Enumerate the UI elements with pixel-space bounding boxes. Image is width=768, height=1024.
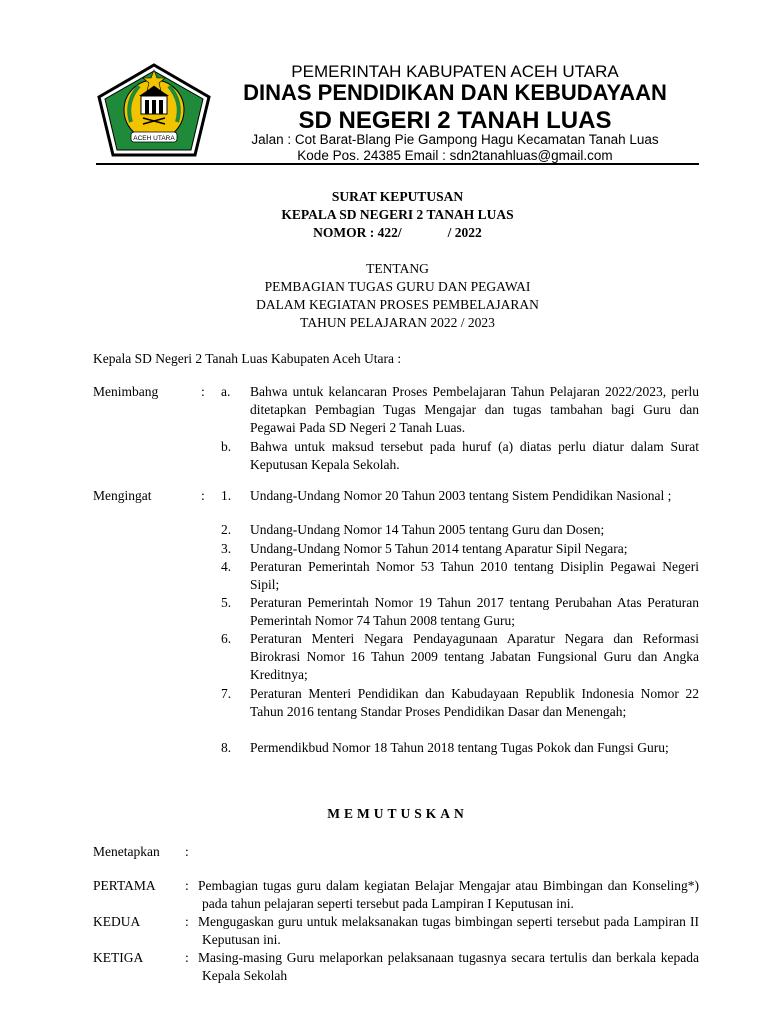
decree-number: NOMOR : 422/ / 2022 xyxy=(313,225,482,240)
intro-text: Kepala SD Negeri 2 Tanah Luas Kabupaten Aceh Utara : xyxy=(93,351,402,366)
logo-text: ACEH UTARA xyxy=(133,135,175,142)
mengingat-marker-2: 2. xyxy=(221,522,232,537)
mengingat-marker-1: 1. xyxy=(221,488,232,503)
decision-colon: : xyxy=(185,878,189,893)
mengingat-marker-5: 5. xyxy=(221,595,232,610)
mengingat-colon: : xyxy=(201,488,205,503)
decision-text-pertama: Pembagian tugas guru dalam kegiatan Belajar Mengajar atau Bimbingan dan Konseling*) pada tahun pelajaran seperti tersebut pada Lampiran I Keputusan ini. xyxy=(198,878,699,911)
menetapkan-colon: : xyxy=(185,844,189,859)
mengingat-item-8: Permendikbud Nomor 18 Tahun 2018 tentang Tugas Pokok dan Fungsi Guru; xyxy=(250,740,669,755)
mengingat-marker-4: 4. xyxy=(221,559,232,574)
decision-text-kedua: Mengugaskan guru untuk melaksanakan tugas bimbingan seperti tersebut pada Lampiran II Keputusan ini. xyxy=(198,914,699,947)
letterhead-address: Jalan : Cot Barat-Blang Pie Gampong Hagu Kecamatan Tanah Luas xyxy=(251,132,659,147)
decree-issuer: KEPALA SD NEGERI 2 TANAH LUAS xyxy=(281,207,514,222)
mengingat-label: Mengingat xyxy=(93,488,152,503)
menimbang-label: Menimbang xyxy=(93,384,159,399)
memutuskan-heading: MEMUTUSKAN xyxy=(327,806,468,821)
mengingat-item-6: Peraturan Menteri Negara Pendayagunaan Aparatur Negara dan Reformasi Birokrasi Nomor 16 Tahun 2009 tentang Jabatan Fungsional Guru dan Angka Kreditnya; xyxy=(250,631,699,682)
mengingat-item-4: Peraturan Pemerintah Nomor 53 Tahun 2010 tentang Disiplin Pegawai Negeri Sipil; xyxy=(250,559,699,592)
decision-colon: : xyxy=(185,950,189,965)
menimbang-item-a: Bahwa untuk kelancaran Proses Pembelajaran Tahun Pelajaran 2022/2023, perlu ditetapkan Pembagian Tugas Mengajar dan tugas tambahan bagi Guru dan Pegawai Pada SD Negeri 2 Tanah Luas. xyxy=(250,384,699,435)
menimbang-item-b: Bahwa untuk maksud tersebut pada huruf (a) diatas perlu diatur dalam Surat Keputusan Kepala Sekolah. xyxy=(250,439,699,472)
about-line-1: PEMBAGIAN TUGAS GURU DAN PEGAWAI xyxy=(264,279,531,294)
mengingat-marker-3: 3. xyxy=(221,541,232,556)
decision-text-ketiga: Masing-masing Guru melaporkan pelaksanaan tugasnya secara tertulis dan berkala kepada Kepala Sekolah xyxy=(198,950,699,983)
letterhead-contact: Kode Pos. 24385 Email : sdn2tanahluas@gmail.com xyxy=(297,148,613,163)
mengingat-item-2: Undang-Undang Nomor 14 Tahun 2005 tentang Guru dan Dosen; xyxy=(250,522,605,537)
letterhead-school: SD NEGERI 2 TANAH LUAS xyxy=(298,107,612,134)
menimbang-marker-b: b. xyxy=(221,439,232,454)
menetapkan-label: Menetapkan xyxy=(93,844,160,859)
mengingat-marker-6: 6. xyxy=(221,631,232,646)
aceh-utara-logo xyxy=(95,62,213,158)
mengingat-item-1: Undang-Undang Nomor 20 Tahun 2003 tentang Sistem Pendidikan Nasional ; xyxy=(250,488,672,503)
letterhead-divider xyxy=(96,163,699,165)
menimbang-marker-a: a. xyxy=(221,384,231,399)
about-line-2: DALAM KEGIATAN PROSES PEMBELAJARAN xyxy=(256,297,539,312)
mengingat-item-5: Peraturan Pemerintah Nomor 19 Tahun 2017 tentang Perubahan Atas Peraturan Pemerintah Nomor 74 Tahun 2008 tentang Guru; xyxy=(250,595,699,628)
decree-title: SURAT KEPUTUSAN xyxy=(331,189,464,204)
menimbang-colon: : xyxy=(201,384,205,399)
mengingat-item-3: Undang-Undang Nomor 5 Tahun 2014 tentang Aparatur Sipil Negara; xyxy=(250,541,628,556)
mengingat-item-7: Peraturan Menteri Pendidikan dan Kabudayaan Republik Indonesia Nomor 22 Tahun 2016 tentang Standar Proses Pendidikan Dasar dan Menengah; xyxy=(250,686,699,719)
decision-label-pertama: PERTAMA xyxy=(93,878,156,893)
mengingat-marker-7: 7. xyxy=(221,686,232,701)
mengingat-marker-8: 8. xyxy=(221,740,232,755)
decision-colon: : xyxy=(185,914,189,929)
decision-label-ketiga: KETIGA xyxy=(93,950,144,965)
about-line-3: TAHUN PELAJARAN 2022 / 2023 xyxy=(300,315,495,330)
letterhead-department: DINAS PENDIDIKAN DAN KEBUDAYAAN xyxy=(243,80,667,105)
letterhead-government: PEMERINTAH KABUPATEN ACEH UTARA xyxy=(291,62,619,81)
about-heading: TENTANG xyxy=(366,261,429,276)
decision-label-kedua: KEDUA xyxy=(93,914,141,929)
